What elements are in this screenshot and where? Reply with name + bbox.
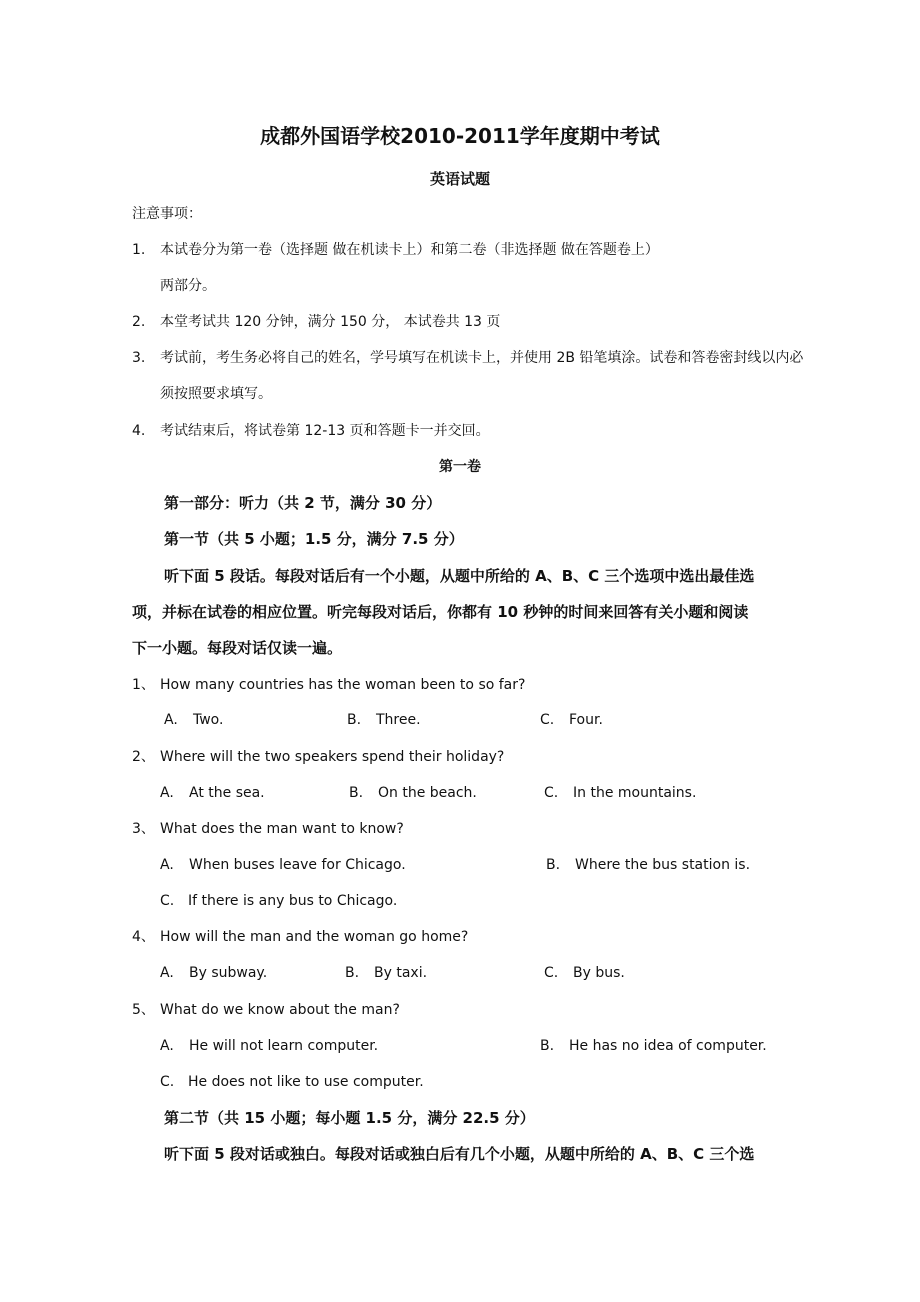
option-letter: C. — [544, 965, 559, 981]
option-letter: A. — [160, 1038, 174, 1054]
option-text: Two. — [193, 712, 224, 728]
option-text: By taxi. — [374, 965, 428, 981]
option-letter: C. — [160, 1074, 175, 1090]
notice-number: 4. — [132, 423, 146, 439]
notice-number: 1. — [132, 242, 146, 258]
notice-text: 须按照要求填写。 — [160, 386, 272, 402]
option-letter: B. — [546, 857, 561, 873]
notice-number: 2. — [132, 314, 146, 330]
option-letter: B. — [540, 1038, 555, 1054]
option-letter: A. — [160, 965, 174, 981]
notice-heading: 注意事项： — [132, 206, 202, 222]
option-letter: C. — [160, 893, 175, 909]
question-number: 2、 — [132, 749, 155, 765]
section-instructions: 项，并标在试卷的相应位置。听完每段对话后，你都有 10 秒钟的时间来回答有关小题和阅读 — [132, 603, 749, 621]
option-text: He has no idea of computer. — [569, 1038, 767, 1054]
volume-heading: 第一卷 — [439, 459, 481, 475]
option-text: At the sea. — [189, 785, 265, 801]
option-text: On the beach. — [378, 785, 477, 801]
option-text: By subway. — [189, 965, 268, 981]
option-text: If there is any bus to Chicago. — [188, 893, 398, 909]
notice-text: 考试前，考生务必将自己的姓名，学号填写在机读卡上，并使用 2B 铅笔填涂。试卷和答卷密封线以内必 — [160, 350, 804, 366]
question-number: 1、 — [132, 677, 155, 693]
option-letter: B. — [347, 712, 362, 728]
option-text: By bus. — [573, 965, 625, 981]
section-instructions: 听下面 5 段话。每段对话后有一个小题，从题中所给的 A、B、C 三个选项中选出最佳选 — [164, 567, 755, 585]
option-text: He does not like to use computer. — [188, 1074, 424, 1090]
option-letter: C. — [540, 712, 555, 728]
question-text: How will the man and the woman go home? — [160, 929, 469, 945]
section-heading: 第二节（共 15 小题；每小题 1.5 分，满分 22.5 分） — [164, 1109, 535, 1127]
option-text: He will not learn computer. — [189, 1038, 379, 1054]
part-heading: 第一部分：听力（共 2 节，满分 30 分） — [164, 494, 442, 512]
option-letter: A. — [160, 785, 174, 801]
question-number: 3、 — [132, 821, 155, 837]
notice-number: 3. — [132, 350, 146, 366]
section-instructions: 下一小题。每段对话仅读一遍。 — [132, 639, 343, 657]
question-number: 4、 — [132, 929, 155, 945]
option-text: Four. — [569, 712, 603, 728]
exam-subtitle: 英语试题 — [429, 170, 490, 188]
exam-title: 成都外国语学校2010-2011学年度期中考试 — [260, 124, 660, 148]
option-text: When buses leave for Chicago. — [189, 857, 406, 873]
option-text: In the mountains. — [573, 785, 697, 801]
section-heading: 第一节（共 5 小题；1.5 分，满分 7.5 分） — [164, 530, 464, 548]
notice-text: 本堂考试共 120 分钟，满分 150 分， 本试卷共 13 页 — [160, 314, 501, 330]
section-instructions: 听下面 5 段对话或独白。每段对话或独白后有几个小题，从题中所给的 A、B、C 三个选 — [164, 1145, 755, 1163]
notice-text: 本试卷分为第一卷（选择题 做在机读卡上）和第二卷（非选择题 做在答题卷上） — [160, 242, 659, 258]
question-number: 5、 — [132, 1002, 155, 1018]
option-text: Three. — [376, 712, 421, 728]
option-letter: C. — [544, 785, 559, 801]
question-text: What do we know about the man? — [160, 1002, 400, 1018]
option-letter: B. — [345, 965, 360, 981]
question-text: How many countries has the woman been to so far? — [160, 677, 526, 693]
option-letter: A. — [160, 857, 174, 873]
option-letter: B. — [349, 785, 364, 801]
notice-text: 考试结束后，将试卷第 12-13 页和答题卡一并交回。 — [160, 423, 490, 439]
notice-text: 两部分。 — [160, 278, 216, 294]
option-letter: A. — [164, 712, 178, 728]
question-text: Where will the two speakers spend their holiday? — [160, 749, 505, 765]
option-text: Where the bus station is. — [575, 857, 751, 873]
question-text: What does the man want to know? — [160, 821, 404, 837]
